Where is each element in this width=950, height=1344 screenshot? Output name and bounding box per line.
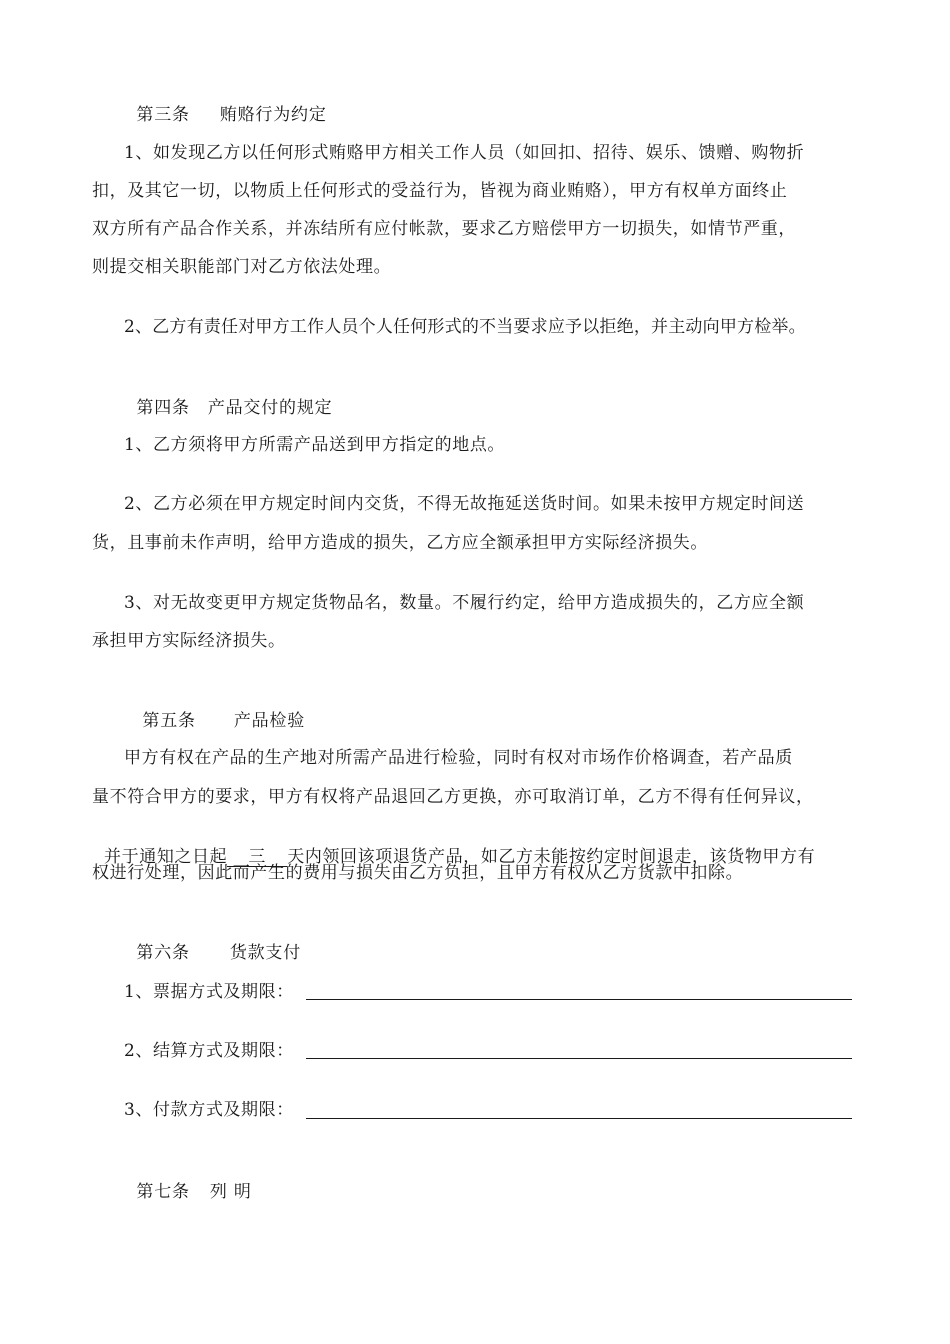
article-3-title: 贿赂行为约定 [219,105,327,125]
payment-method-label: 3、付款方式及期限： [124,1100,294,1120]
article-4-title: 产品交付的规定 [207,398,333,418]
article-5-title: 产品检验 [233,711,306,731]
article-6-heading [124,920,301,964]
article-4-number: 第四条 [136,398,190,418]
article-3-p1-line4: 则提交相关职能部门对乙方依法处理。 [92,257,392,277]
payment-method-fill-line[interactable] [306,1118,852,1119]
article-5-return-text: 天内领回该项退货产品，如乙方未能按约定时间退走，该货物甲方有 [287,847,816,867]
article-5-p1-line4: 权进行处理，因此而产生的费用与损失由乙方负担，且甲方有权从乙方货款中扣除。 [92,863,744,883]
article-5-notice-text: 并于通知之日起 [104,847,228,867]
settlement-method-fill-line[interactable] [306,1058,852,1059]
article-4-p1: 1、乙方须将甲方所需产品送到甲方指定的地点。 [124,435,506,455]
article-3-p1-line2: 扣，及其它一切，以物质上任何形式的受益行为，皆视为商业贿赂），甲方有权单方面终止 [92,181,788,201]
bill-method-fill-line[interactable] [306,999,852,1000]
article-3-p2: 2、乙方有责任对甲方工作人员个人任何形式的不当要求应予以拒绝，并主动向甲方检举。 [124,317,806,337]
article-4-p2-line1: 2、乙方必须在甲方规定时间内交货，不得无故拖延送货时间。如果未按甲方规定时间送 [124,494,805,514]
article-5-number: 第五条 [142,711,196,731]
article-4-heading [124,375,332,419]
article-3-heading [124,82,327,126]
article-3-number: 第三条 [136,105,190,125]
article-4-p2-line2: 货，且事前未作声明，给甲方造成的损失，乙方应全额承担甲方实际经济损失。 [92,533,708,553]
bill-method-label: 1、票据方式及期限： [124,982,294,1002]
article-6-title: 货款支付 [229,943,302,963]
article-4-p3-line2: 承担甲方实际经济损失。 [92,631,286,651]
article-4-p3-line1: 3、对无故变更甲方规定货物品名，数量。不履行约定，给甲方造成损失的，乙方应全额 [124,593,805,613]
article-5-p1-line1: 甲方有权在产品的生产地对所需产品进行检验，同时有权对市场作价格调查，若产品质 [124,748,793,768]
article-5-p1-line2: 量不符合甲方的要求，甲方有权将产品退回乙方更换，亦可取消订单，乙方不得有任何异议， [92,787,814,807]
article-7-heading [124,1159,252,1203]
article-7-number: 第七条 [136,1182,190,1202]
settlement-method-label: 2、结算方式及期限： [124,1041,294,1061]
article-6-number: 第六条 [136,943,190,963]
article-3-p1-line1: 1、如发现乙方以任何形式贿赂甲方相关工作人员（如回扣、招待、娱乐、馈赠、购物折 [124,143,805,163]
article-5-heading [130,688,305,732]
article-7-title: 列 明 [209,1182,252,1202]
return-days-blank: 三 [227,848,287,867]
article-3-p1-line3: 双方所有产品合作关系，并冻结所有应付帐款，要求乙方赔偿甲方一切损失，如情节严重， [92,219,796,239]
